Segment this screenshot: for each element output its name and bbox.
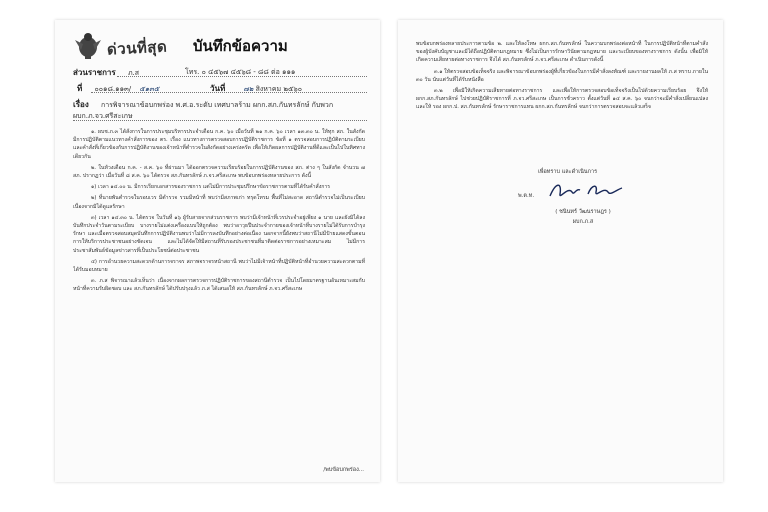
memo-page-2 (398, 20, 723, 482)
phone-value: โทร. ๐ ๔๕๖๗ ๔๕๖๘ - ๘๘ ต่อ ๑๑๑ (185, 68, 296, 76)
date-value: สิงหาคม ๒๕๖๐ (255, 85, 302, 93)
agency-field (73, 66, 139, 79)
subject-label: เรื่อง (73, 100, 89, 109)
memo-page-1 (55, 20, 380, 482)
paragraph: ๒. ในห้วงเดือน ก.ค. - ส.ค. ๖๐ ที่ผ่านมา ได้ออกตรวจความเรียบร้อยในการปฏิบัติงานของ สภ. ต่าง ๆ ในสังกัด จำนวน ๗ สภ. ปรากฏว่า เมื่อวันที่ ๘ ส.ค. ๖๐ ได้ตรวจ สภ.กันทรลักษ์ ภ.จว.ศรีสะเกษ พบข้อบกพร่องหลายประการ ดังนี้ (73, 164, 365, 180)
paragraph: ๓. ภ.ส พิจารณาแล้วเห็นว่า เนื่องจากผลการตรวจการปฏิบัติราชการของสถานีตำรวจ เป็นไปโดยมาตรฐานอันเหมาะสมกับหน้าที่ความรับผิดชอบ และ สภ.กันทรลักษ์ ได้ปรับปรุงแล้ว ภ.ส ได้เสนอให้ สภ.กันทรลักษ์ ภ.จว.ศรีสะเกษ (73, 278, 365, 293)
memo-title: บันทึกข้อความ (193, 37, 288, 55)
closing-text: เพื่อทราบ และดำเนินการ (538, 169, 598, 175)
subject-value: การพิจารณาข้อบกพร่อง พ.ศ.อ.ระดับ เทศบาลร้าม ผกก.สภ.กันทรลักษ์ กับพวก (100, 101, 334, 109)
subject-dotline (73, 120, 367, 121)
urgency-stamp: ด่วนที่สุด (106, 37, 168, 59)
agency-label: ส่วนราชการ (73, 68, 116, 77)
paragraph: ๓.๒ เพื่อมิให้เกิดความเสียหายต่อทางราชการ และเพื่อให้การตรวจสอบข้อเท็จจริงเป็นไปด้วยความเรียบร้อย จึงให้ ผกก.สภ.กันทรลักษ์ ไปช่วยปฏิบัติราชการที่ ภ.จว.ศรีสะเกษ เป็นการชั่วคราว ตั้งแต่วันที่ ๑๔ ส.ค. ๖๐ จนกว่าจะมีคำสั่งเปลี่ยนแปลง และให้ รอง ผกก.ป. สภ.กันทรลักษ์ รักษาราชการแทน ผกก.สภ.กันทรลักษ์ จนกว่าการตรวจสอบจะแล้วเสร็จ (416, 88, 708, 111)
ref-handwritten: ๕๑๓๕ (139, 85, 160, 93)
date-handwritten: ๗๒ (243, 85, 254, 93)
signer-name: ( ชนินทร์ วัฒนราษฎร ) (555, 209, 611, 215)
paragraph: ๓) เวลา ๑๔.๓๐ น. ได้ตรวจ ในวันที่ ๑๖ ผู้รับสายจากส่วนราชการ พบว่ามีเจ้าหน้าที่เวรประจำอยู่เพียง ๑ นาย และยังมิได้ลงบันทึกประจำวันตามระเบียบ บางรายไม่แต่งเครื่องแบบให้ถูกต้อง พบว่าอาวุธปืนประจำกายของเจ้าหน้าที่บางรายไม่ได้รับการบำรุงรักษา และเมื่อตรวจสอบสมุดบันทึกการปฏิบัติงานพบว่าไม่มีการลงบันทึกอย่างต่อเนื่อง นอกจากนี้ยังพบว่าสถานีไม่มีป้ายแสดงขั้นตอนการให้บริการประชาชนอย่างชัดเจน และไม่ได้จัดให้มีสถานที่รับรองประชาชนที่มาติดต่อราชการอย่างเหมาะสม ไม่มีการประชาสัมพันธ์ข้อมูลข่าวสารที่เป็นประโยชน์ต่อประชาชน (73, 214, 365, 254)
paragraph: พบข้อบกพร่องหลายประการตามข้อ ๒. และให้ลงโทษ ผกก.สภ.กันทรลักษ์ ในความบกพร่องต่อหน้าที่ ในการปฏิบัติหน้าที่ตามคำสั่งของผู้บังคับบัญชาและมิได้ถือปฏิบัติตามกฎหมาย ซึ่งไม่เป็นการรักษาวินัยตามกฎหมาย และระเบียบของทางราชการ ดังนั้น เพื่อมิให้เกิดความเสียหายต่อทางราชการ จึงได้ สภ.กันทรลักษ์ ภ.จว.ศรีสะเกษ ดำเนินการดังนี้ (416, 41, 708, 64)
ref-label: ที่ (77, 84, 83, 93)
subject-field (73, 98, 333, 111)
ref-dotline (91, 92, 367, 93)
date-label: วันที่ (210, 84, 226, 93)
signature-icon (546, 178, 626, 204)
paragraph: ๓.๑ ให้ตรวจสอบข้อเท็จจริง และพิจารณาข้อบกพร่องผู้ที่เกี่ยวข้องในการมีคำสั่งลงทัณฑ์ และรายงานผลให้ ภ.ส ทราบ ภายใน ๓๐ วัน นับแต่วันที่ได้รับหนังสือ (416, 68, 708, 83)
memo-body-2 (416, 40, 708, 170)
date-field (210, 82, 302, 95)
agency-value: ภ.ส (127, 69, 140, 77)
paragraph: ๑) เวลา ๑๔.๐๐ น. มีการเรียกเอกสารของราชการ แต่ไม่มีการประชุมปรึกษาข้อราชการตามที่ได้รับคำสั่งการ (91, 184, 331, 191)
to-value: ผบก.ภ.จว.ศรีสะเกษ (73, 112, 133, 120)
signer-rank: พ.ต.ท. (518, 193, 535, 199)
agency-dotline (117, 76, 367, 77)
memo-body-1 (73, 128, 365, 466)
paragraph: ๑. ผบช.ภ.๓ ได้สั่งการในการประชุมบริหารประจำเดือน ก.ค. ๖๐ เมื่อวันที่ ๒๑ ก.ค. ๖๐ เวลา ๑๓.๓๐ น. ให้ทุก สภ. ในสังกัด มีการปฏิบัติตามแนวทางคำสั่งการของ ตร. เรื่อง แนวทางการตรวจสอบการปฏิบัติราชการ ข้อที่ ๑ ตรวจสอบการปฏิบัติตามระเบียบ และคำสั่งที่เกี่ยวข้องกับการปฏิบัติงานของเจ้าหน้าที่ตำรวจในสังกัดอย่างเคร่งครัด เพื่อให้เกิดผลการปฏิบัติงานที่ดีและเป็นไปในทิศทางเดียวกัน (73, 129, 365, 160)
ref-value: ๐๐๑๘.๑๑๓/ (94, 85, 132, 93)
ref-field (77, 82, 159, 95)
paragraph: ๒) ที่นายพันตำรวจในรอบเวร มีตำรวจ รวมมีหน้าที่ พบว่ามีสภาพเก่า ทรุดโทรม พื้นที่ไม่สะอาด สถานีตำรวจไม่เป็นระเบียบ เนื่องจากมิได้ดูแลรักษา (73, 195, 365, 210)
signer-position: ผบก.ภ.ส (572, 219, 594, 225)
continued-marker: /พบข้อบกพร่อง... (323, 467, 364, 473)
garuda-emblem-icon (73, 30, 103, 60)
paragraph: ๔) การอำนวยความสะดวกด้านการจราจร สภาพจราจรหน้าสถานี พบว่าไม่มีเจ้าหน้าที่ปฏิบัติหน้าที่อำนวยความสะดวกตามที่ได้รับมอบหมาย (73, 258, 365, 274)
